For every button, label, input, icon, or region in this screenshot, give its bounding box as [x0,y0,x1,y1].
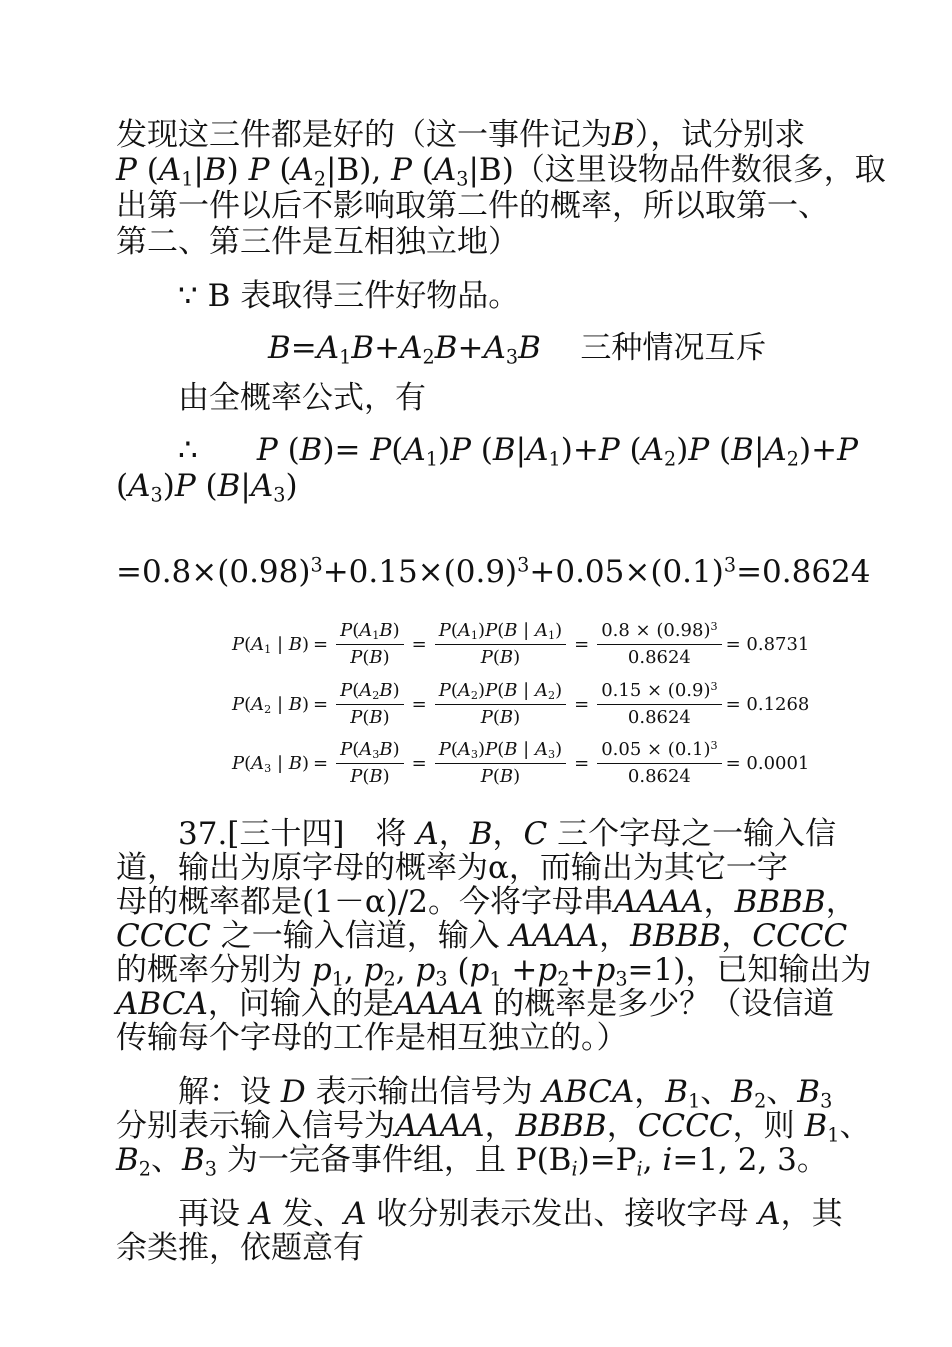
formula-row: $P(A_2$ | B) = $\frac{P(A_2B)}{P(B)}$ = $\frac{P(A_2)P(B | A_2)}{P(B)}$ = $\frac{0.15 \times (0.9)^3}{0.8624}$ = 0.1268 [232,679,810,728]
text-line: 传输每个字母的工作是相互独立的。） [116,1020,628,1056]
text-line: P $(A_1|B)$ P $(A_2|B)$, P $(A_3|B)$（这里设物品件数很多，取 [116,152,886,191]
text-line: $(A_3)P$ $(B|A_3)$ [116,468,298,507]
text-line: ABCA，问输入的是AAAA 的概率是多少？（设信道 [116,986,835,1022]
text-line: ∵ B 表取得三件好物品。 [178,278,520,314]
therefore-symbol: ∴ [178,432,198,468]
text-line: 道，输出为原字母的概率为α，而输出为其它一字 [116,850,788,886]
text-line: 解：设 D 表示输出信号为 ABCA，$B_1$、$B_2$、$B_3$ [178,1074,833,1113]
text-line: ∴ P $(B)= P(A_1)P$ $(B|A_1)+P$ $(A_2)P$ $(B|A_2)+P$ [178,432,858,471]
problem-heading: 37.[三十四] 将 A，B，C 三个字母之一输入信 [178,816,837,852]
text-line: 的概率分别为 $p_1$, $p_2$, $p_3$ $(p_1 +p_2+p_3=1)$，已知输出为 [116,952,872,991]
text-line: 第二、第三件是互相独立地） [116,224,519,260]
text-line: $=0.8\times(0.98)^3+0.15\times(0.9)^3+0.05\times(0.1)^3=0.8624$ [116,553,871,590]
text-line: 余类推，依题意有 [116,1230,364,1266]
text-line: 再设 A 发、A 收分别表示发出、接收字母 A，其 [178,1196,843,1232]
text-line: $B=A_1B+A_2B+A_3B$ 三种情况互斥 [268,330,767,369]
text-line: 发现这三件都是好的（这一事件记为B），试分别求 [116,117,806,153]
text-line: 母的概率都是(1－α)/2。今将字母串AAAA，BBBB， [116,884,857,920]
because-symbol: ∵ [178,278,198,314]
text-line: $B_2$、$B_3$ 为一完备事件组，且 $P(B_i)=P_i$, i=1, 2, 3。 [116,1142,828,1181]
text-line: CCCC 之一输入信道，输入 AAAA，BBBB，CCCC [116,918,848,954]
formula-row: $P(A_3$ | B) = $\frac{P(A_3B)}{P(B)}$ = $\frac{P(A_3)P(B | A_3)}{P(B)}$ = $\frac{0.05 \times (0.1)^3}{0.8624}$ = 0.0001 [232,738,810,787]
text-line: 由全概率公式，有 [178,380,426,416]
text-line: 出第一件以后不影响取第二件的概率，所以取第一、 [116,188,829,224]
formula-row: $P(A_1$ | B) = $\frac{P(A_1B)}{P(B)}$ = $\frac{P(A_1)P(B | A_1)}{P(B)}$ = $\frac{0.8 \times (0.98)^3}{0.8624}$ = 0.8731 [232,619,810,668]
text-line: 分别表示输入信号为AAAA，BBBB，CCCC，则 $B_1$、 [116,1108,871,1147]
